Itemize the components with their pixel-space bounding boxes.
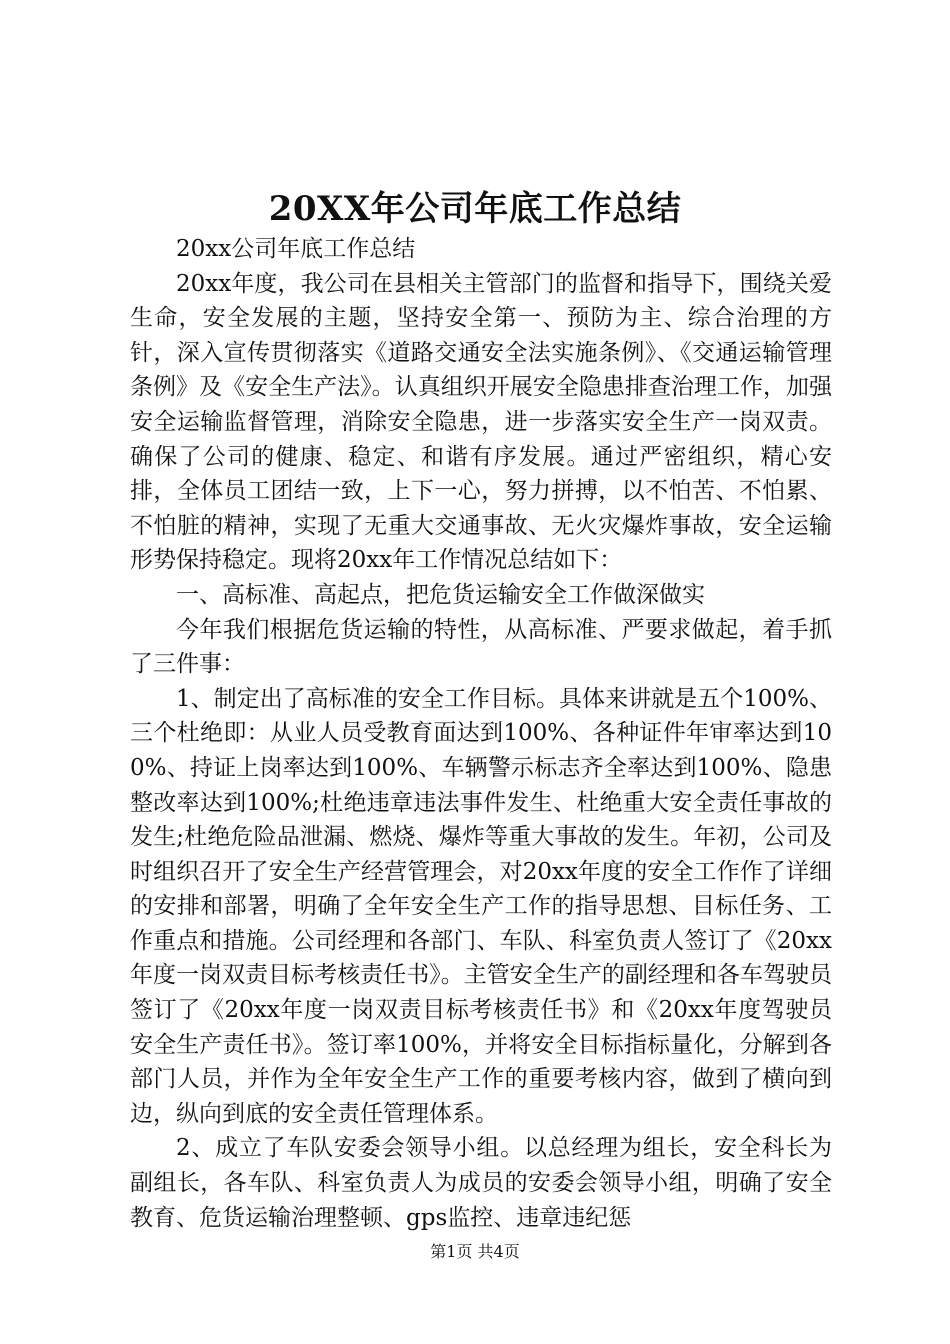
paragraph-subtitle: 20xx公司年底工作总结 <box>176 236 416 262</box>
paragraph-section-1: 今年我们根据危货运输的特性，从高标准、严要求做起，着手抓了三件事： <box>130 616 832 678</box>
document-title: 20XX年公司年底工作总结 <box>268 189 682 229</box>
paragraph-item-2: 2、成立了车队安委会领导小组。以总经理为组长，安全科长为副组长，各车队、科室负责人为成员的安委会领导小组，明确了安全教育、危货运输治理整顿、gps监控、违章违纪惩 <box>130 1135 832 1231</box>
page-footer: 第1页 共4页 <box>430 1242 520 1261</box>
section-heading-1: 一、高标准、高起点，把危货运输安全工作做深做实 <box>176 581 705 608</box>
document-body <box>130 232 832 1235</box>
paragraph-intro: 20xx年度，我公司在县相关主管部门的监督和指导下，围绕关爱生命，安全发展的主题，坚持安全第一、预防为主、综合治理的方针，深入宣传贯彻落实《道路交通安全法实施条例》、《交通运输管理条例》及《安全生产法》。认真组织开展安全隐患排查治理工作，加强安全运输监督管理，消除安全隐患，进一步落实安全生产一岗双责。确保了公司的健康、稳定、和谐有序发展。通过严密组织，精心安排，全体员工团结一致，上下一心，努力拼搏，以不怕苦、不怕累、不怕脏的精神，实现了无重大交通事故、无火灾爆炸事故，安全运输形势保持稳定。现将20xx年工作情况总结如下： <box>130 270 832 574</box>
paragraph-item-1: 1、制定出了高标准的安全工作目标。具体来讲就是五个100%、三个杜绝即：从业人员受教育面达到100%、各种证件年审率达到100%、持证上岗率达到100%、车辆警示标志齐全率达到100%、隐患整改率达到100%;杜绝违章违法事件发生、杜绝重大安全责任事故的发生;杜绝危险品泄漏、燃烧、爆炸等重大事故的发生。年初，公司及时组织召开了安全生产经营管理会，对20xx年度的安全工作作了详细的安排和部署，明确了全年安全生产工作的指导思想、目标任务、工作重点和措施。公司经理和各部门、车队、科室负责人签订了《20xx年度一岗双责目标考核责任书》。主管安全生产的副经理和各车驾驶员签订了《20xx年度一岗双责目标考核责任书》和《20xx年度驾驶员安全生产责任书》。签订率100%，并将安全目标指标量化，分解到各部门人员，并作为全年安全生产工作的重要考核内容，做到了横向到边，纵向到底的安全责任管理体系。 <box>130 685 832 1127</box>
